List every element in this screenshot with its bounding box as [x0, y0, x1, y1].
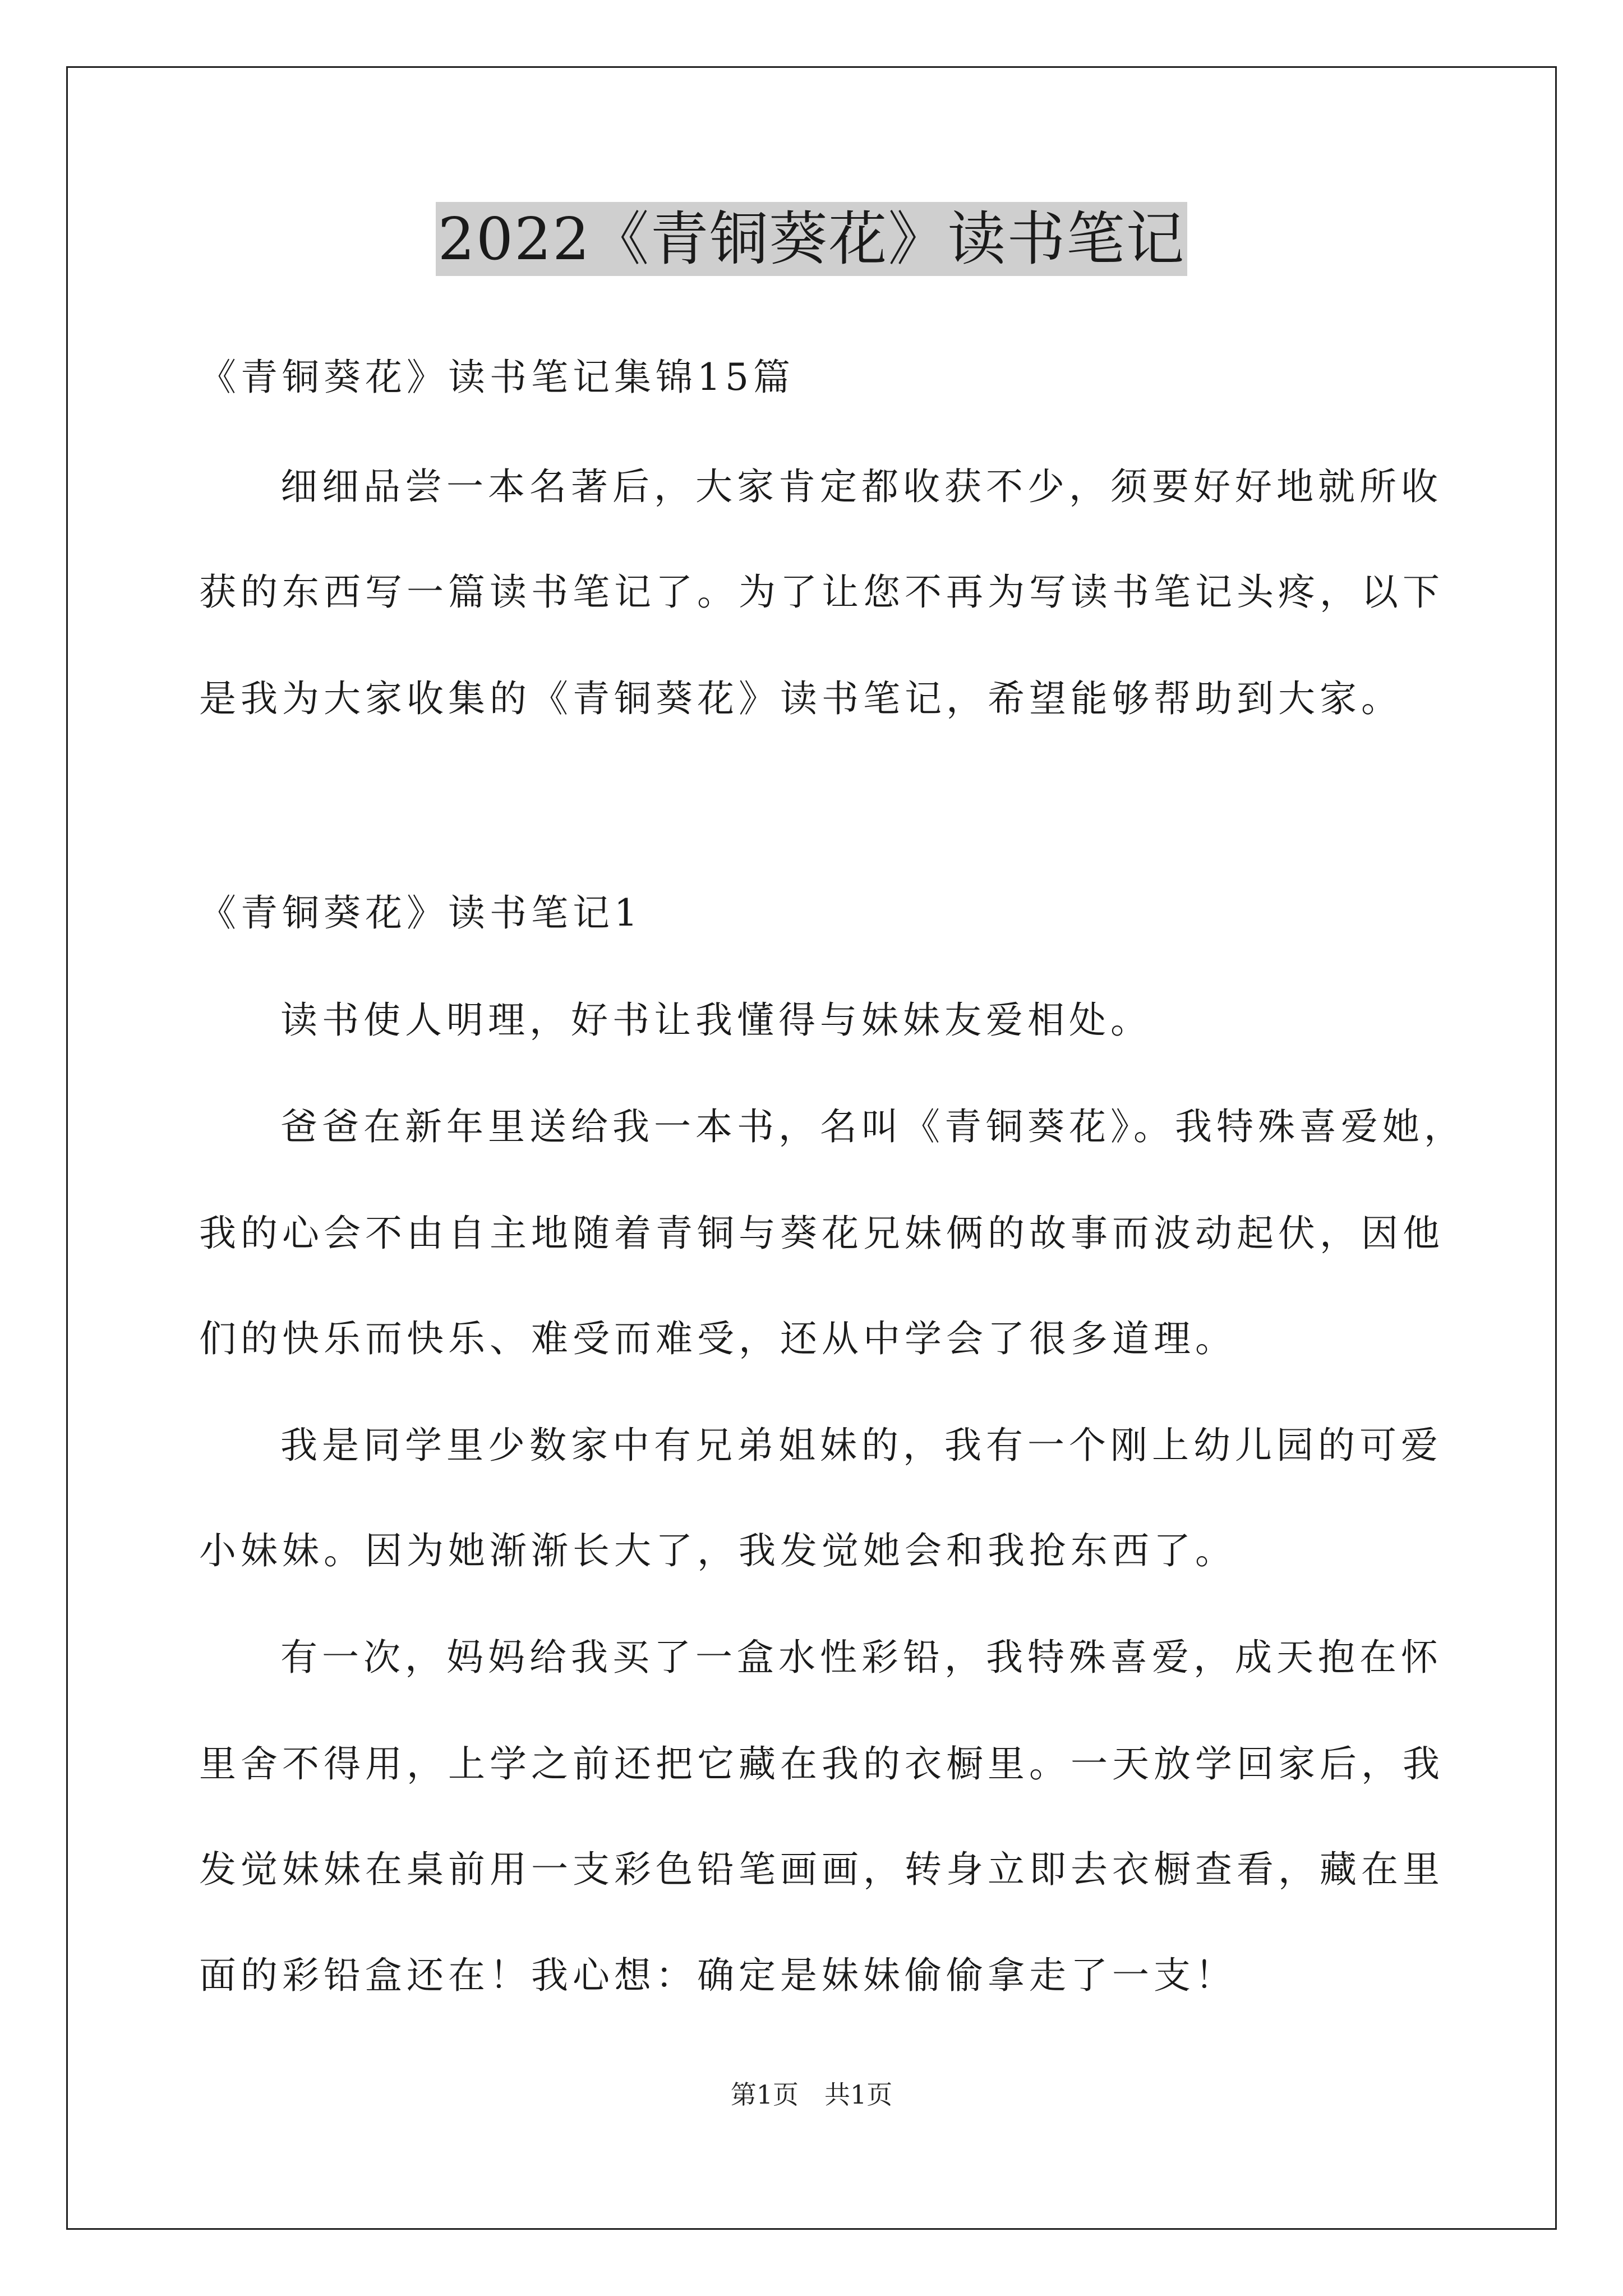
- document-title: 2022《青铜葵花》读书笔记: [436, 202, 1188, 276]
- body-line-9: 发觉妹妹在桌前用一支彩色铅笔画画，转身立即去衣橱查看，藏在里: [199, 1848, 1444, 1891]
- body-line-4: 们的快乐而快乐、难受而难受，还从中学会了很多道理。: [199, 1317, 1237, 1360]
- body-line-2: 爸爸在新年里送给我一本书，名叫《青铜葵花》。我特殊喜爱她，: [280, 1105, 1465, 1148]
- subtitle: 《青铜葵花》读书笔记集锦15篇: [199, 356, 795, 399]
- body-line-6: 小妹妹。因为她渐渐长大了，我发觉她会和我抢东西了。: [199, 1529, 1237, 1572]
- page-footer: 第1页 共1页: [730, 2079, 893, 2110]
- body-line-8: 里舍不得用，上学之前还把它藏在我的衣橱里。一天放学回家后，我: [199, 1742, 1444, 1786]
- intro-line-1: 细细品尝一本名著后，大家肯定都收获不少，须要好好地就所收: [280, 465, 1442, 508]
- body-line-7: 有一次，妈妈给我买了一盒水性彩铅，我特殊喜爱，成天抱在怀: [280, 1636, 1442, 1679]
- intro-line-3: 是我为大家收集的《青铜葵花》读书笔记，希望能够帮助到大家。: [199, 677, 1403, 720]
- body-line-1: 读书使人明理，好书让我懂得与妹妹友爱相处。: [280, 999, 1152, 1042]
- title-container: [0, 202, 1623, 276]
- intro-line-2: 获的东西写一篇读书笔记了。为了让您不再为写读书笔记头疼，以下: [199, 570, 1444, 614]
- section-heading: 《青铜葵花》读书笔记1: [199, 891, 642, 935]
- body-line-10: 面的彩铅盒还在！我心想：确定是妹妹偷偷拿走了一支！: [199, 1954, 1237, 1997]
- body-line-5: 我是同学里少数家中有兄弟姐妹的，我有一个刚上幼儿园的可爱: [280, 1424, 1442, 1467]
- body-line-3: 我的心会不由自主地随着青铜与葵花兄妹俩的故事而波动起伏，因他: [199, 1212, 1444, 1255]
